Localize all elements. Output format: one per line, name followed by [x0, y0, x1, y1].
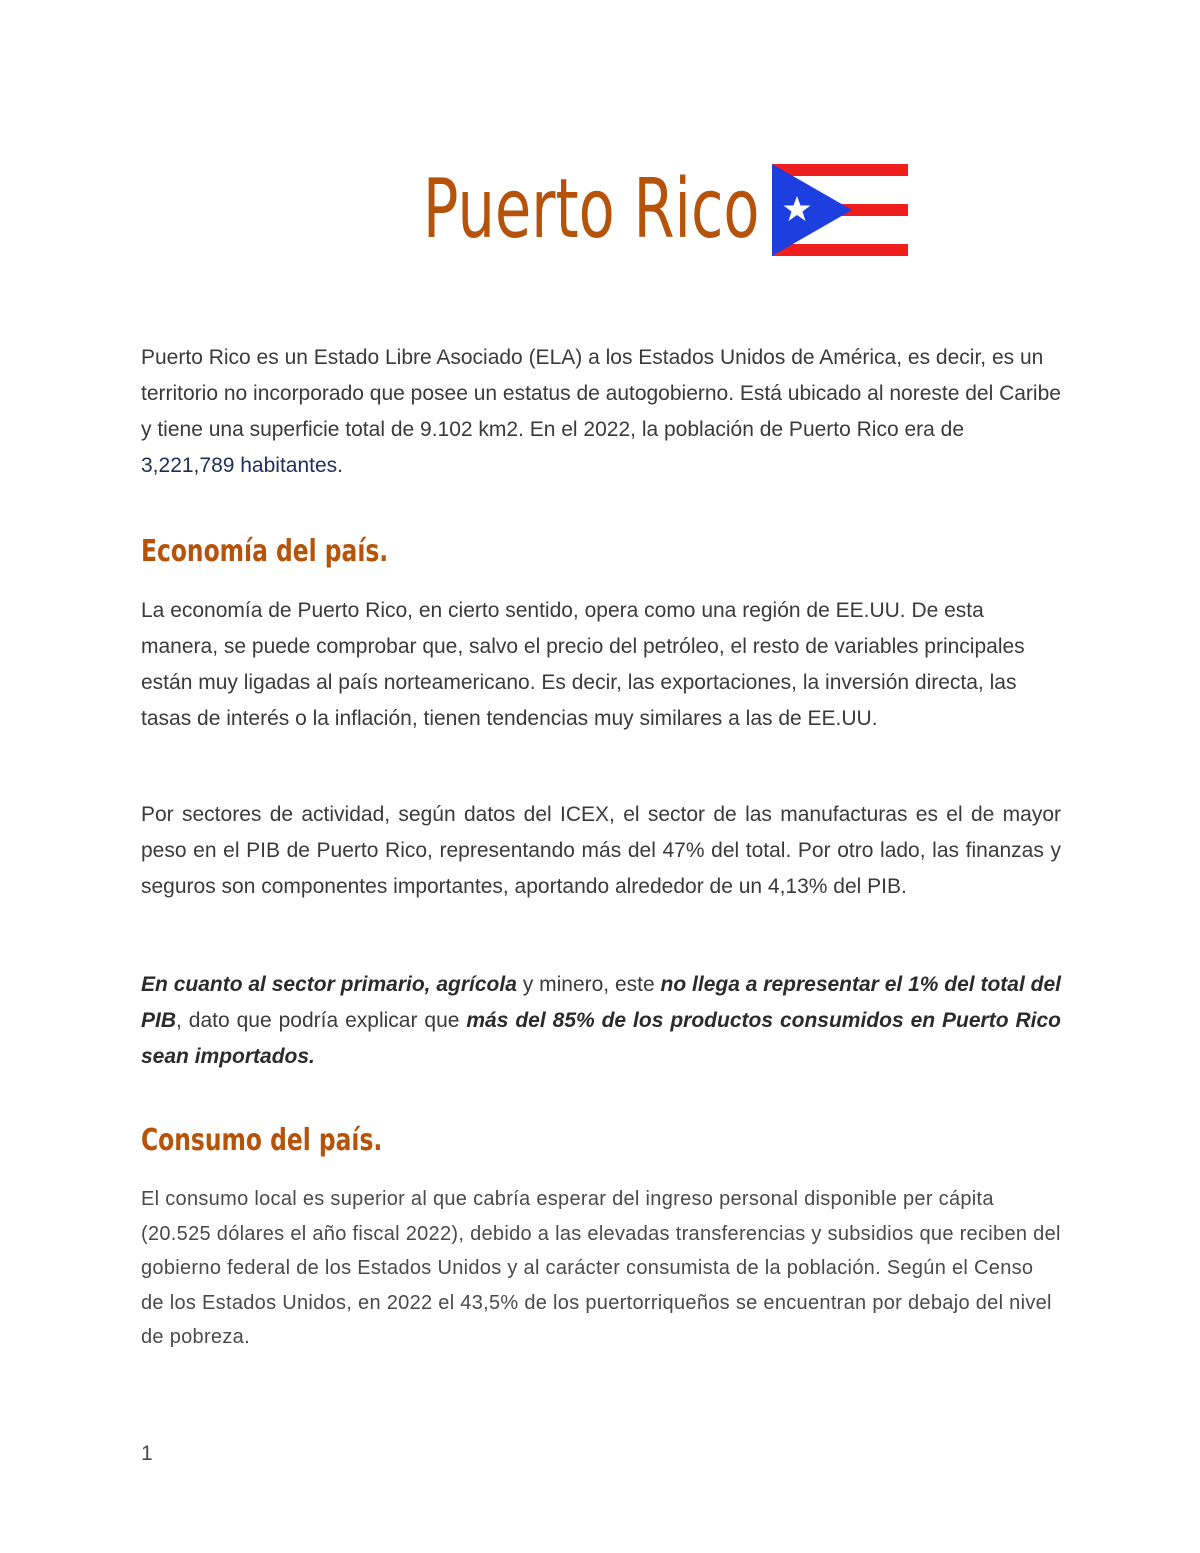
flag-stripe — [772, 164, 908, 176]
bold-text: En cuanto al sector primario, agrícola — [141, 973, 517, 996]
consumption-paragraph: El consumo local es superior al que cabría esperar del ingreso personal disponible per cápita (20.525 dólares el año fiscal 2022), debido a las elevadas transferencias y subsidios que reciben del gobierno federal de los Estados Unidos y al carácter consumista de la población. Según el Censo de los Estados Unidos, en 2022 el 43,5% de los puertorriqueños se encuentran por debajo del nivel de pobreza. — [141, 1188, 1061, 1348]
intro-text: Puerto Rico es un Estado Libre Asociado (ELA) a los Estados Unidos de América, es decir, es un territorio no incorporado que posee un estatus de autogobierno. Está ubicado al noreste del Caribe y tiene una superficie total de 9.102 km2. En el 2022, la población de Puerto Rico era de — [141, 346, 1061, 441]
economy-paragraph-3 — [141, 967, 1061, 1075]
flag-stripe — [772, 244, 908, 256]
economy-heading: Economía del país. — [141, 534, 389, 569]
intro-text-end: . — [337, 454, 344, 477]
page-number: 1 — [141, 1442, 153, 1465]
puerto-rico-flag-icon — [772, 164, 908, 256]
consumption-heading: Consumo del país. — [141, 1123, 383, 1158]
page-title: Puerto Rico — [423, 162, 760, 257]
bold-text: no llega a representar el 1% del total del PIB — [141, 973, 1061, 1032]
bold-text: más del 85% de los productos consumidos en Puerto Rico sean importados. — [141, 1009, 1061, 1068]
intro-paragraph — [141, 340, 1061, 484]
plain-text: , dato que podría explicar que — [176, 1009, 467, 1032]
economy-paragraph-1: La economía de Puerto Rico, en cierto sentido, opera como una región de EE.UU. De esta manera, se puede comprobar que, salvo el precio del petróleo, el resto de variables principales están muy ligadas al país norteamericano. Es decir, las exportaciones, la inversión directa, las tasas de interés o la inflación, tienen tendencias muy similares a las de EE.UU. — [141, 599, 1025, 730]
plain-text: y minero, este — [516, 973, 661, 996]
economy-paragraph-2: Por sectores de actividad, según datos del ICEX, el sector de las manufacturas es el de mayor peso en el PIB de Puerto Rico, representando más del 47% del total. Por otro lado, las finanzas y seguros son componentes importantes, aportando alrededor de un 4,13% del PIB. — [141, 803, 1061, 898]
population-value: 3,221,789 habitantes — [141, 454, 338, 477]
title-row — [0, 155, 1200, 265]
